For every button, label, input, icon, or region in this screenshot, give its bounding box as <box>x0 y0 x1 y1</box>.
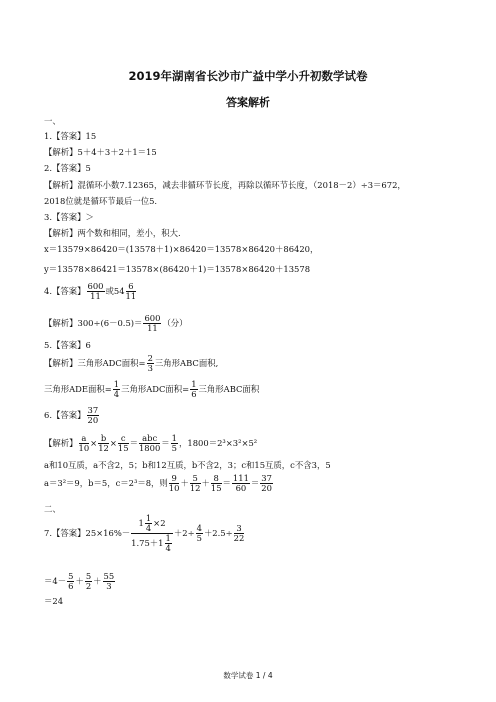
q4-answer: 4.【答案】 $\frac{600}{11}$ 或54 $\frac{6}{11}$ <box>44 281 137 301</box>
q2-analysis-cont: 2018位就是循环节最后一位5. <box>44 196 158 206</box>
q5-analysis: 【解析】三角形ADC面积= $\frac{2}{3}$ 三角形ABC面积, <box>44 353 219 373</box>
q7-step2: ＝4－ $\frac{5}{6}$ ＋ $\frac{5}{2}$ ＋ $\frac{55}{3}$ <box>44 571 115 591</box>
q1-answer: 1.【答案】15 <box>44 131 97 141</box>
q1-analysis: 【解析】5＋4＋3＋2＋1＝15 <box>44 147 157 157</box>
q3-y-line: y＝13578×86421＝13578×(86420＋1)＝13578×86420＋13578 <box>44 264 311 274</box>
q6-analysis: 【解析】 $\frac{a}{10}$ × $\frac{b}{12}$ × $\frac{c}{15}$ ＝ $\frac{\text{abc}}{1800}$ ＝ $\frac{1}{5}$ ，1800＝2³×3²×5² <box>44 433 258 453</box>
section-two: 二、 <box>44 504 61 514</box>
q5-answer: 5.【答案】6 <box>44 340 91 350</box>
q2-analysis: 【解析】混循环小数7.12365，减去非循环节长度，再除以循环节长度，（2018－2）÷3＝672， <box>44 180 406 190</box>
doc-subtitle: 答案解析 <box>226 96 270 109</box>
q4-analysis: 【解析】300÷(6－0.5)＝ $\frac{600}{11}$ （分） <box>44 313 188 333</box>
q2-answer: 2.【答案】5 <box>44 163 91 173</box>
q7-step3: ＝24 <box>44 596 64 606</box>
q5-analysis-line2: 三角形ADE面积= $\frac{1}{4}$ 三角形ADC面积= $\frac{1}{6}$ 三角形ABC面积 <box>44 379 260 399</box>
page-footer: 数学试卷 1 / 4 <box>223 671 273 680</box>
q3-analysis: 【解析】两个数和相同，差小，积大. <box>44 228 181 238</box>
q6-analysis-line2: a和10互质，a不含2，5；b和12互质，b不含2，3；c和15互质，c不含3，5 <box>44 460 331 470</box>
q6-answer: 6.【答案】 $\frac{37}{20}$ <box>44 405 99 425</box>
doc-title: 2019年湖南省长沙市广益中学小升初数学试卷 <box>128 69 368 83</box>
q7-answer: 7.【答案】25×16%－ 1 $\frac{1}{4}$ ×2 1.75＋1 $\frac{1}{4}$ ＋2÷ $\frac{4}{5}$ ＋2.5÷ $\frac{3}{22}$ <box>44 513 245 553</box>
q3-answer: 3.【答案】＞ <box>44 212 94 222</box>
section-one: 一、 <box>44 116 61 126</box>
q6-analysis-line3: a＝3²＝9，b＝5，c＝2³＝8，则 $\frac{9}{10}$ ＋ $\frac{5}{12}$ ＋ $\frac{8}{15}$ ＝ $\frac{111}{60}$ ＝ $\frac{37}{20}$ <box>44 473 272 493</box>
q3-x-line: x＝13579×86420＝(13578＋1)×86420＝13578×86420＋86420， <box>44 244 319 254</box>
